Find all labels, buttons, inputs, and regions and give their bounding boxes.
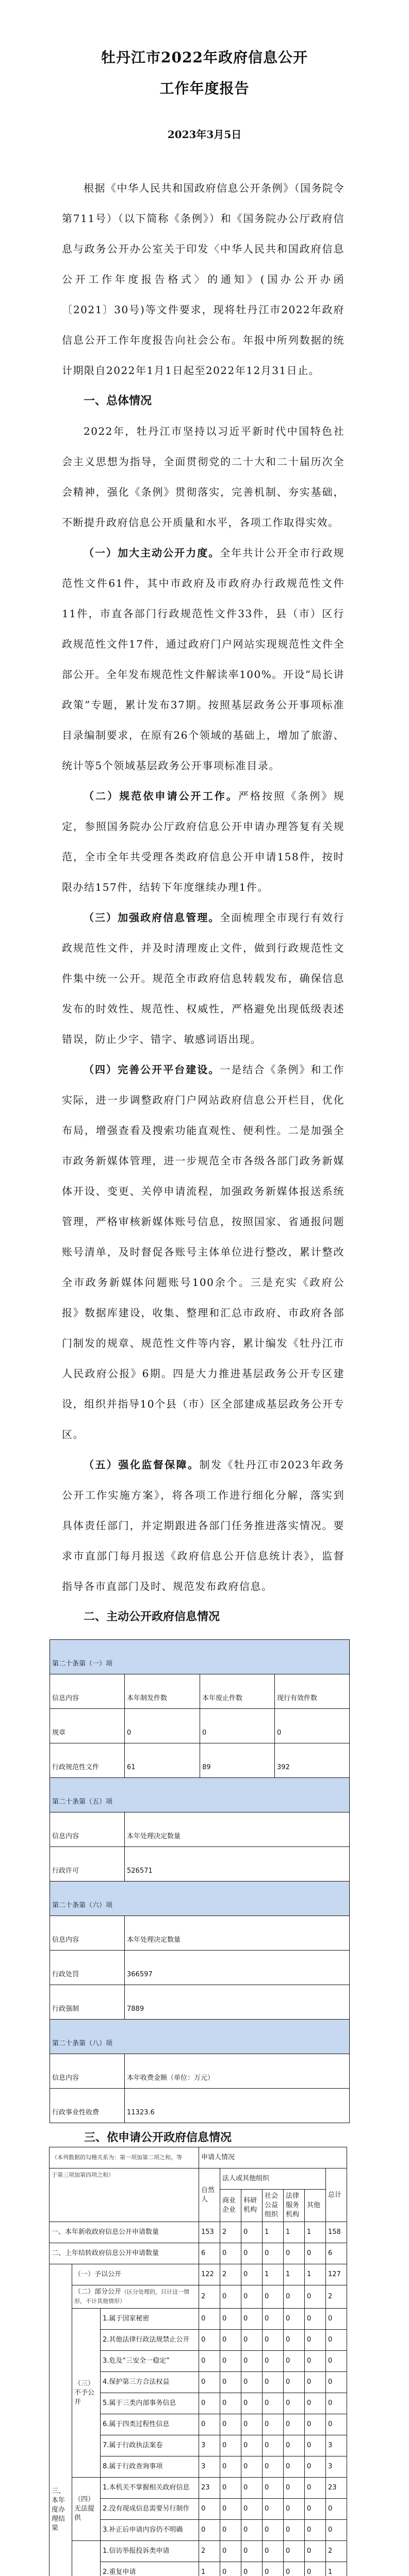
cell-value: 3: [199, 2435, 220, 2456]
table-row: [50, 2309, 347, 2330]
cell-value: 0: [199, 2372, 220, 2393]
cell-value: 0: [305, 2372, 326, 2393]
row-label: 一、本年新收政府信息公开申请数量: [50, 2222, 199, 2243]
row-label: 4.保护第三方合法权益: [101, 2372, 199, 2393]
cell-value: 0: [199, 2393, 220, 2414]
cell-value: 0: [220, 2562, 241, 2576]
cell-value: 23: [199, 2478, 220, 2499]
cell-value: 0: [241, 2264, 263, 2285]
cell-value: 0: [263, 2351, 284, 2372]
natural-person-header: 自然人: [199, 2168, 220, 2222]
cell-value: 0: [284, 2456, 305, 2478]
cell-value: 0: [220, 2393, 241, 2414]
subgroup-label: （四）无法提供: [72, 2478, 101, 2541]
table-row: [50, 2243, 347, 2264]
header-cell: 本年收费金额（单位：万元）: [125, 2054, 350, 2089]
table-row: [50, 1709, 350, 1743]
header-cell: 本年处理决定数量: [125, 1812, 350, 1847]
row-label: 7.属于行政执法案卷: [101, 2435, 199, 2456]
table-row: [50, 2264, 347, 2285]
table-row: [50, 1951, 350, 1985]
article-label: 第二十条第（八）项: [50, 2020, 350, 2054]
cell-value: 3: [326, 2435, 347, 2456]
cell-value: 2: [326, 2541, 347, 2562]
result-group-label: 三、本年度办理结果: [50, 2264, 72, 2576]
subgroup-label: （三）不予公开: [72, 2309, 101, 2478]
legal-group-header: 法人或其他组织: [220, 2168, 326, 2190]
cell-value: 0: [241, 2285, 263, 2309]
row-label: [72, 2285, 199, 2309]
cell-value: 0: [284, 2562, 305, 2576]
section3-heading: 三、依申请公开政府信息情况: [84, 2131, 232, 2144]
table-row: [50, 1985, 350, 2020]
cell-value: 0: [241, 2414, 263, 2435]
section1-item-4: [62, 1055, 345, 1450]
table-row: [50, 2089, 350, 2123]
section1-summary: 2022年，牡丹江市坚持以习近平新时代中国特色社会主义思想为指导，全面贯彻党的二十大和二十届历次全会精神，强化《条例》贯彻落实，完善机制、夯实基础，不断提升政府信息公开质量和水平，各项工作取得实效。: [62, 425, 345, 529]
cell-value: 0: [220, 2351, 241, 2372]
row-label: 行政处罚: [50, 1951, 125, 1985]
cell-value: 0: [263, 2562, 284, 2576]
row-label: 3.补正后申请内容仍不明确: [101, 2520, 199, 2541]
cell-value: 0: [220, 2414, 241, 2435]
org-col-header: 科研机构: [241, 2190, 263, 2222]
cell-value: 0: [199, 2520, 220, 2541]
cell-value: 0: [326, 2520, 347, 2541]
cell-value: 1: [305, 2222, 326, 2243]
cell-value: 0: [284, 2435, 305, 2456]
cell-value: 0: [220, 2456, 241, 2478]
cell-value: 0: [284, 2478, 305, 2499]
table-note-cont: 于第三项加第四项之和）: [50, 2168, 199, 2222]
cell-value: 0: [241, 2435, 263, 2456]
section1-item-5: [62, 1450, 345, 1602]
section2-heading: 二、主动公开政府信息情况: [84, 1611, 220, 1623]
cell-value: 0: [284, 2330, 305, 2351]
header-cell: 本年制发件数: [125, 1674, 200, 1709]
cell-value: 0: [241, 2456, 263, 2478]
row-label-main: （二）部分公开: [74, 2288, 122, 2296]
section1-heading: 一、总体情况: [84, 395, 152, 408]
cell-value: 0: [305, 2541, 326, 2562]
cell-value: 0: [284, 2243, 305, 2264]
report-title-line2: 工作年度报告: [159, 80, 250, 97]
cell-value: 0: [326, 2309, 347, 2330]
cell-value: 0: [326, 2330, 347, 2351]
cell-value: 0: [263, 2393, 284, 2414]
cell-value: 0: [220, 2520, 241, 2541]
cell-value: 0: [220, 2435, 241, 2456]
cell-value: 0: [305, 2562, 326, 2576]
cell-value: 0: [263, 2541, 284, 2562]
cell-value: 2: [199, 2285, 220, 2309]
cell-value: 0: [199, 2499, 220, 2520]
article-label: 第二十条第（五）项: [50, 1778, 350, 1812]
section1-item-3: [62, 903, 345, 1055]
row-label: 5.属于三类内部事务信息: [101, 2393, 199, 2414]
header-cell: 信息内容: [50, 2054, 125, 2089]
cell-value: 0: [199, 2330, 220, 2351]
cell-value: 0: [241, 2541, 263, 2562]
cell-value: 3: [199, 2456, 220, 2478]
header-cell: 现行有效件数: [275, 1674, 350, 1709]
table-note: （本列数据的勾稽关系为：第一项加第二项之和，等: [50, 2147, 199, 2168]
cell-value: 0: [275, 1709, 350, 1743]
cell-value: 0: [263, 2456, 284, 2478]
cell-value: 1: [326, 2562, 347, 2576]
row-label: 行政强制: [50, 1985, 125, 2020]
cell-value: 0: [199, 2351, 220, 2372]
cell-value: 0: [263, 2414, 284, 2435]
cell-value: 1: [284, 2222, 305, 2243]
total-header: 总计: [326, 2168, 347, 2222]
cell-value: 0: [199, 2414, 220, 2435]
cell-value: 0: [305, 2285, 326, 2309]
cell-value: 1: [263, 2222, 284, 2243]
cell-value: 0: [125, 1709, 200, 1743]
cell-value: 0: [220, 2330, 241, 2351]
cell-value: 0: [305, 2351, 326, 2372]
row-label: 行政许可: [50, 1847, 125, 1882]
header-cell: 信息内容: [50, 1916, 125, 1951]
cell-value: 6: [326, 2243, 347, 2264]
cell-value: 0: [305, 2243, 326, 2264]
cell-value: 0: [241, 2372, 263, 2393]
cell-value: 0: [220, 2541, 241, 2562]
article-label: 第二十条第（六）项: [50, 1882, 350, 1916]
cell-value: 0: [305, 2393, 326, 2414]
cell-value: 0: [305, 2435, 326, 2456]
cell-value: 0: [220, 2499, 241, 2520]
proactive-disclosure-table: [50, 1639, 350, 2123]
cell-value: 0: [220, 2285, 241, 2309]
cell-value: 392: [275, 1743, 350, 1778]
org-col-header: 社会公益组织: [263, 2190, 284, 2222]
item-lead: （三）加强政府信息管理。: [84, 911, 220, 924]
row-label: 规章: [50, 1709, 125, 1743]
cell-value: 0: [241, 2330, 263, 2351]
cell-value: 0: [220, 2243, 241, 2264]
cell-value: 0: [263, 2285, 284, 2309]
cell-value: 0: [241, 2351, 263, 2372]
cell-value: 526571: [125, 1847, 350, 1882]
cell-value: 0: [305, 2309, 326, 2330]
cell-value: 0: [284, 2285, 305, 2309]
cell-value: 0: [305, 2456, 326, 2478]
cell-value: 0: [263, 2309, 284, 2330]
row-label: 8.属于行政查询事项: [101, 2456, 199, 2478]
cell-value: 1: [284, 2264, 305, 2285]
cell-value: 0: [200, 1709, 275, 1743]
report-date: 2023年3月5日: [167, 128, 242, 141]
article-label: 第二十条第（一）项: [50, 1640, 350, 1674]
cell-value: 89: [200, 1743, 275, 1778]
cell-value: 0: [220, 2478, 241, 2499]
subgroup-label: [72, 2541, 101, 2576]
body-part-1: [62, 173, 345, 1632]
cell-value: 2: [220, 2264, 241, 2285]
application-disclosure-table: [49, 2147, 347, 2576]
item-lead: （二）规范依申请公开工作。: [84, 790, 238, 802]
header-cell: 本年处理决定数量: [125, 1916, 350, 1951]
row-label: 1.本机关不掌握相关政府信息: [101, 2478, 199, 2499]
applicant-header: 申请人情况: [199, 2147, 347, 2168]
cell-value: 0: [305, 2414, 326, 2435]
item-text: 严格按照《条例》规定，参照国务院办公厅政府信息公开申请办理答复有关规范，全市全年共受理各类政府信息公开申请158件，按时限办结157件，结转下年度继续办理1件。: [62, 790, 345, 893]
item-text: 制发《牡丹江市2023年政务公开工作实施方案》，将各项工作进行细化分解，落实到具体责任部门，并定期跟进各部门任务推进落实情况。要求市直部门每月报送《政府信息公开信息统计表》，监督指导各市直部门及时、规范发布政府信息。: [62, 1459, 345, 1592]
cell-value: 122: [199, 2264, 220, 2285]
cell-value: 0: [241, 2309, 263, 2330]
item-lead: （四）完善公开平台建设。: [84, 1063, 220, 1076]
header-cell: 信息内容: [50, 1812, 125, 1847]
cell-value: 0: [241, 2222, 263, 2243]
row-label: 2.其他法律行政法规禁止公开: [101, 2330, 199, 2351]
cell-value: 0: [263, 2330, 284, 2351]
org-col-header: 其他: [305, 2190, 326, 2222]
cell-value: 0: [284, 2393, 305, 2414]
header-cell: 信息内容: [50, 1674, 125, 1709]
cell-value: 0: [284, 2372, 305, 2393]
item-text: 一是结合《条例》和工作实际，进一步调整政府门户网站政府信息公开栏目，优化布局，增强查看及搜索功能直观性、便利性。二是加强全市政务新媒体管理，进一步规范全市各级各部门政务新媒体开设、变更、关停申请流程，加强政务新媒体报送系统管理，严格审核新媒体账号信息，按照国家、省通报问题账号清单，及时督促各账号主体单位进行整改，累计整改全市政务新媒体问题账号100余个。三是充实《政府公报》数据库建设，收集、整理和汇总市政府、市政府各部门制发的规章、规范性文件等内容，累计编发《牡丹江市人民政府公报》6期。四是大力推进基层政务公开专区建设，组织并指导10个县（市）区全部建成基层政务公开专区。: [62, 1063, 345, 1440]
cell-value: 0: [241, 2562, 263, 2576]
cell-value: 0: [199, 2309, 220, 2330]
section1-item-1: [62, 538, 345, 781]
table-row: [50, 2478, 347, 2499]
item-lead: （一）加大主动公开力度。: [84, 547, 220, 559]
cell-value: 2: [326, 2285, 347, 2309]
cell-value: 0: [220, 2309, 241, 2330]
cell-value: 127: [326, 2264, 347, 2285]
cell-value: 61: [125, 1743, 200, 1778]
row-label: 行政规范性文件: [50, 1743, 125, 1778]
cell-value: 2: [220, 2222, 241, 2243]
cell-value: 0: [305, 2499, 326, 2520]
table-row: [50, 1847, 350, 1882]
report-title-line1: 牡丹江市2022年政府信息公开: [101, 49, 308, 66]
cell-value: 0: [284, 2309, 305, 2330]
section1-item-2: [62, 781, 345, 903]
cell-value: 11323.6: [125, 2089, 350, 2123]
cell-value: 0: [263, 2435, 284, 2456]
cell-value: 1: [199, 2562, 220, 2576]
header-cell: 本年废止件数: [200, 1674, 275, 1709]
cell-value: 0: [284, 2414, 305, 2435]
item-text: 全面梳理全市现行有效行政规范性文件，并及时清理废止文件，做到行政规范性文件集中统一公开。规范全市政府信息转载发布，确保信息发布的时效性、规范性、权威性，严格避免出现低级表述错误，防止少字、错字、敏感词语出现。: [62, 911, 345, 1045]
cell-value: 7889: [125, 1985, 350, 2020]
org-col-header: 商业企业: [220, 2190, 241, 2222]
row-label: 1.属于国家秘密: [101, 2309, 199, 2330]
cell-value: 0: [326, 2372, 347, 2393]
table-row: [50, 2285, 347, 2309]
row-label: 行政事业性收费: [50, 2089, 125, 2123]
item-lead: （五）强化监督保障。: [84, 1459, 200, 1471]
org-col-header: 法律服务机构: [284, 2190, 305, 2222]
cell-value: 0: [305, 2478, 326, 2499]
cell-value: 0: [284, 2541, 305, 2562]
cell-value: 0: [263, 2372, 284, 2393]
row-label: 2.重复申请: [101, 2562, 199, 2576]
table-row: [50, 2541, 347, 2562]
row-label: 1.信访举报投诉类申请: [101, 2541, 199, 2562]
row-label: 二、上年结转政府信息公开申请数量: [50, 2243, 199, 2264]
cell-value: 0: [263, 2478, 284, 2499]
row-label: 3.危及“三安全一稳定”: [101, 2351, 199, 2372]
cell-value: 0: [263, 2499, 284, 2520]
cell-value: 158: [326, 2222, 347, 2243]
table-row: [50, 1743, 350, 1778]
row-label: 2.没有现成信息需要另行制作: [101, 2499, 199, 2520]
cell-value: 0: [241, 2478, 263, 2499]
row-label: （一）予以公开: [72, 2264, 199, 2285]
cell-value: 0: [305, 2330, 326, 2351]
cell-value: 0: [263, 2243, 284, 2264]
cell-value: 1: [263, 2264, 284, 2285]
cell-value: 0: [241, 2499, 263, 2520]
cell-value: 0: [326, 2393, 347, 2414]
cell-value: 0: [284, 2499, 305, 2520]
cell-value: 1: [305, 2264, 326, 2285]
row-label-note: （区分处理的，只计这一情形，不计其他情形）: [74, 2289, 190, 2304]
cell-value: 0: [241, 2243, 263, 2264]
row-label: 6.属于四类过程性信息: [101, 2414, 199, 2435]
cell-value: 3: [326, 2456, 347, 2478]
cell-value: 0: [241, 2393, 263, 2414]
cell-value: 0: [284, 2351, 305, 2372]
item-text: 全年共计公开全市行政规范性文件61件，其中市政府及市政府办行政规范性文件11件，市直各部门行政规范性文件33件，县（市）区行政规范性文件17件，通过政府门户网站实现规范性文件全部公开。全年发布规范性文件解读率100%。开设“局长讲政策”专题，累计发布37期。按照基层政务公开事项标准目录编制要求，在原有26个领域的基础上，增加了旅游、统计等5个领域基层政务公开事项标准目录。: [62, 547, 345, 772]
cell-value: 0: [284, 2520, 305, 2541]
cell-value: 153: [199, 2222, 220, 2243]
cell-value: 0: [305, 2520, 326, 2541]
cell-value: 0: [241, 2520, 263, 2541]
cell-value: 2: [199, 2541, 220, 2562]
cell-value: 0: [326, 2499, 347, 2520]
cell-value: 0: [220, 2372, 241, 2393]
cell-value: 0: [326, 2351, 347, 2372]
cell-value: 366597: [125, 1951, 350, 1985]
table-row: [50, 2222, 347, 2243]
cell-value: 0: [263, 2520, 284, 2541]
cell-value: 23: [326, 2478, 347, 2499]
cell-value: 6: [199, 2243, 220, 2264]
intro-paragraph: 根据《中华人民共和国政府信息公开条例》（国务院令第711号）（以下简称《条例》）和《国务院办公厅政府信息与政务公开办公室关于印发〈中华人民共和国政府信息公开工作年度报告格式〉的通知》(国办公开办函〔2021〕30号)等文件要求，现将牡丹江市2022年政府信息公开工作年度报告向社会公布。年报中所列数据的统计期限自2022年1月1日起至2022年12月31日止。: [62, 182, 345, 377]
cell-value: 0: [326, 2414, 347, 2435]
